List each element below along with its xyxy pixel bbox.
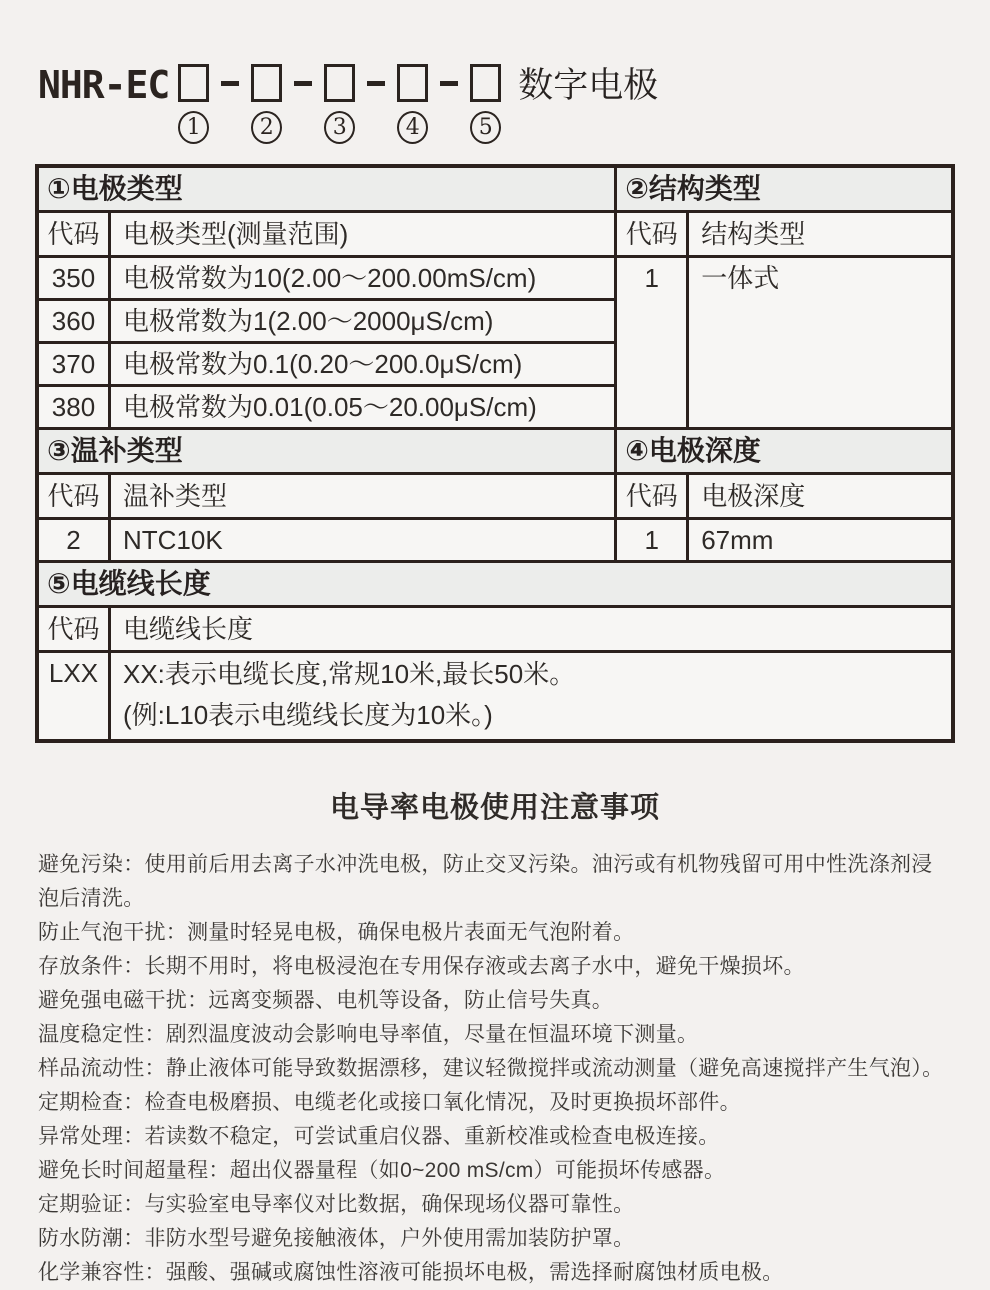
col-header-code: 代码 [39, 213, 111, 255]
cable-desc-line-1: XX:表示电缆长度,常规10米,最长50米。 [123, 659, 576, 689]
row-desc: NTC10K [123, 525, 223, 555]
code-box-icon [397, 64, 428, 102]
spec-table [35, 164, 955, 743]
row-desc: 电极常数为10(2.00～200.00mS/cm) [123, 263, 537, 293]
col-header-code: 代码 [617, 213, 689, 255]
circled-number-4: 4 [397, 111, 428, 144]
dash-separator-icon [367, 81, 385, 86]
table-title: ②结构类型 [617, 168, 951, 213]
col-header-desc: 电极类型(测量范围) [123, 219, 349, 249]
code-box-icon [178, 64, 209, 102]
note-line: 存放条件：长期不用时，将电极浸泡在专用保存液或去离子水中，避免干燥损坏。 [38, 955, 805, 978]
dash-separator-icon [440, 81, 458, 86]
dash-separator-icon [221, 81, 239, 86]
row-code: 370 [39, 344, 111, 384]
note-line: 避免污染：使用前后用去离子水冲洗电极，防止交叉污染。油污或有机物残留可用中性洗涤剂浸泡后清洗。 [38, 853, 933, 910]
row-desc: 电极常数为0.1(0.20～200.0μS/cm) [123, 349, 523, 379]
table-header-row [39, 475, 614, 520]
table-header-row [39, 213, 614, 258]
order-code-diagram [38, 64, 955, 144]
col-header-code: 代码 [617, 475, 689, 517]
table-title: ①电极类型 [39, 168, 614, 213]
table-row [39, 301, 614, 344]
code-position-2 [251, 64, 282, 144]
note-line: 避免长时间超量程：超出仪器量程（如0~200 mS/cm）可能损坏传感器。 [38, 1159, 726, 1182]
code-position-1 [178, 64, 209, 144]
notes-title: 电导率电极使用注意事项 [329, 792, 660, 824]
table-row [617, 258, 951, 427]
table-tempcomp-type [39, 430, 617, 560]
circled-number-1: 1 [178, 111, 209, 144]
row-code: LXX [39, 653, 111, 739]
table-title: ⑤电缆线长度 [39, 563, 951, 608]
row-desc: 电极常数为0.01(0.05～20.00μS/cm) [123, 392, 537, 422]
table-cable-length [39, 560, 951, 739]
table-row [39, 520, 614, 560]
code-position-5 [470, 64, 501, 144]
table-row [39, 653, 951, 739]
row-code: 1 [617, 258, 689, 427]
note-line: 防水防潮：非防水型号避免接触液体，户外使用需加装防护罩。 [38, 1227, 635, 1250]
row-desc [111, 653, 951, 739]
col-header-desc: 结构类型 [701, 219, 806, 249]
col-header-desc: 电极深度 [701, 481, 806, 511]
circled-number-5: 5 [470, 111, 501, 144]
notes-section [35, 785, 955, 1290]
cable-desc-line-2: (例:L10表示电缆线长度为10米。) [123, 700, 493, 730]
table-structure-type [617, 168, 951, 427]
table-title: ④电极深度 [617, 430, 951, 475]
circled-number-3: 3 [324, 111, 355, 144]
table-electrode-depth [617, 430, 951, 560]
table-row [39, 344, 614, 387]
row-code: 2 [39, 520, 111, 560]
note-line: 化学兼容性：强酸、强碱或腐蚀性溶液可能损坏电极，需选择耐腐蚀材质电极。 [38, 1261, 784, 1284]
model-prefix: NHR-EC [38, 63, 170, 107]
note-line: 温度稳定性：剧烈温度波动会影响电导率值，尽量在恒温环境下测量。 [38, 1023, 699, 1046]
table-row [39, 258, 614, 301]
section-tempcomp-depth [39, 427, 951, 560]
row-code: 360 [39, 301, 111, 341]
note-line: 避免强电磁干扰：远离变频器、电机等设备，防止信号失真。 [38, 989, 614, 1012]
code-position-4 [397, 64, 428, 144]
row-desc: 电极常数为1(2.00～2000μS/cm) [123, 306, 494, 336]
col-header-code: 代码 [39, 475, 111, 517]
note-line: 定期验证：与实验室电导率仪对比数据，确保现场仪器可靠性。 [38, 1193, 635, 1216]
col-header-code: 代码 [39, 608, 111, 650]
code-position-3 [324, 64, 355, 144]
note-line: 防止气泡干扰：测量时轻晃电极，确保电极片表面无气泡附着。 [38, 921, 635, 944]
dash-separator-icon [294, 81, 312, 86]
note-line: 样品流动性：静止液体可能导致数据漂移，建议轻微搅拌或流动测量（避免高速搅拌产生气泡）。 [38, 1057, 944, 1080]
table-row [39, 387, 614, 427]
section-electrode-structure [39, 168, 951, 427]
note-line: 定期检查：检查电极磨损、电缆老化或接口氧化情况，及时更换损坏部件。 [38, 1091, 741, 1114]
code-box-icon [324, 64, 355, 102]
row-desc: 一体式 [701, 263, 780, 293]
table-header-row [617, 213, 951, 258]
row-desc: 67mm [701, 525, 774, 555]
circled-number-2: 2 [251, 111, 282, 144]
table-row [617, 520, 951, 560]
model-suffix: 数字电极 [518, 66, 659, 105]
table-header-row [617, 475, 951, 520]
row-code: 380 [39, 387, 111, 427]
row-code: 1 [617, 520, 689, 560]
col-header-desc: 电缆线长度 [123, 614, 254, 644]
row-code: 350 [39, 258, 111, 298]
note-line: 异常处理：若读数不稳定，可尝试重启仪器、重新校准或检查电极连接。 [38, 1125, 720, 1148]
table-electrode-type [39, 168, 617, 427]
table-header-row [39, 608, 951, 653]
col-header-desc: 温补类型 [123, 481, 228, 511]
table-title: ③温补类型 [39, 430, 614, 475]
code-box-icon [251, 64, 282, 102]
code-box-icon [470, 64, 501, 102]
